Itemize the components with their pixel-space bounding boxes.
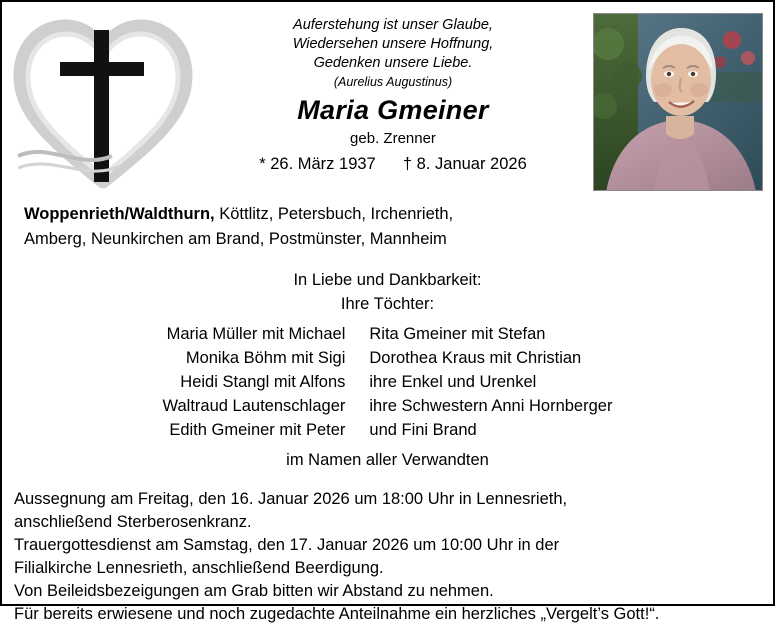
heart-cross-icon <box>8 10 198 196</box>
dedication-line-1: In Liebe und Dankbarkeit: <box>293 271 482 289</box>
verse-attribution: (Aurelius Augustinus) <box>333 75 453 89</box>
list-item: ihre Enkel und Urenkel <box>369 373 537 391</box>
places-line-2: Amberg, Neunkirchen am Brand, Postmünster, Mannheim <box>24 230 447 248</box>
family-column-right <box>369 322 612 442</box>
top-section <box>2 2 773 198</box>
primary-place: Woppenrieth/Waldthurn, <box>24 205 215 223</box>
notice-line-4: Filialkirche Lennesrieth, anschließend Beerdigung. <box>14 559 384 577</box>
verse-line-3: Gedenken unsere Liebe. <box>313 55 473 71</box>
list-item: Edith Gmeiner mit Peter <box>169 421 346 439</box>
notice-line-2: anschließend Sterberosenkranz. <box>14 513 252 531</box>
portrait-photo <box>593 13 763 191</box>
list-item: und Fini Brand <box>369 421 477 439</box>
service-notices <box>14 488 761 626</box>
birth-date: * 26. März 1937 <box>259 155 376 173</box>
list-item: Maria Müller mit Michael <box>166 325 346 343</box>
notice-line-3: Trauergottesdienst am Samstag, den 17. Januar 2026 um 10:00 Uhr in der <box>14 536 560 554</box>
death-date: † 8. Januar 2026 <box>402 155 527 173</box>
name-block <box>202 94 584 176</box>
places-line-1 <box>24 202 751 227</box>
notice-line-6: Für bereits erwiesene und noch zugedachte Anteilnahme ein herzliches „Vergelt’s Gott!“. <box>14 605 660 623</box>
dedication <box>2 268 773 316</box>
dedication-line-2: Ihre Töchter: <box>340 295 435 313</box>
list-item: Rita Gmeiner mit Stefan <box>369 325 546 343</box>
family-list <box>2 322 773 442</box>
notice-line-1: Aussegnung am Freitag, den 16. Januar 2026 um 18:00 Uhr in Lennesrieth, <box>14 490 568 508</box>
list-item: Heidi Stangl mit Alfons <box>180 373 346 391</box>
list-item: ihre Schwestern Anni Hornberger <box>369 397 613 415</box>
family-closing: im Namen aller Verwandten <box>286 451 489 469</box>
life-dates <box>202 152 584 176</box>
list-item: Waltraud Lautenschlager <box>162 397 346 415</box>
verse-line-1: Auferstehung ist unser Glaube, <box>293 17 493 33</box>
list-item: Monika Böhm mit Sigi <box>185 349 346 367</box>
verse <box>202 16 584 92</box>
places <box>24 202 751 252</box>
family-column-left <box>163 322 346 442</box>
list-item: Dorothea Kraus mit Christian <box>369 349 582 367</box>
places-rest: Köttlitz, Petersbuch, Irchenrieth, <box>214 205 454 223</box>
maiden-name: geb. Zrenner <box>350 130 436 147</box>
notice-line-5: Von Beileidsbezeigungen am Grab bitten wir Abstand zu nehmen. <box>14 582 494 600</box>
verse-line-2: Wiedersehen unsere Hoffnung, <box>292 36 494 52</box>
deceased-name: Maria Gmeiner <box>297 95 489 125</box>
